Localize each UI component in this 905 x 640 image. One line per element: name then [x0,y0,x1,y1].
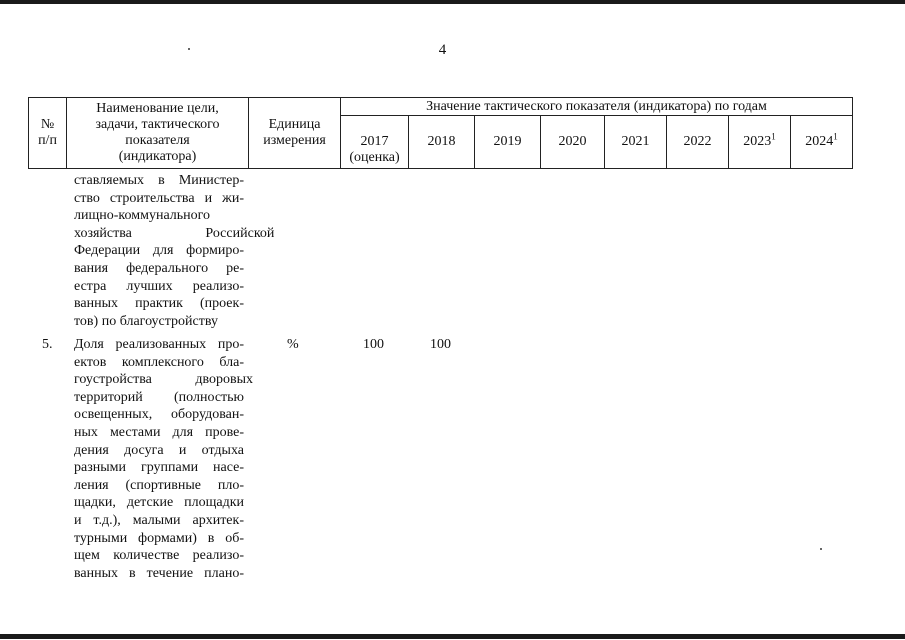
row-5-value-2018: 100 [430,337,451,352]
footnote-mark: 1 [833,131,838,142]
header-values-group: Значение тактического показателя (индикатора) по годам [341,98,853,116]
header-unit: Единица измерения [249,98,341,169]
header-year-2023: 2023$^1$ [729,116,791,169]
page-number: 4 [438,42,447,58]
scan-top-border [0,0,905,4]
row-5-unit: % [287,337,299,352]
header-year-2020: 2020 [541,116,605,169]
header-year-2021: 2021 [605,116,667,169]
footnote-mark: 1 [771,131,776,142]
header-year-2019: 2019 [475,116,541,169]
row-5-value-2017: 100 [363,337,384,352]
header-name: Наименование цели, задачи, тактического показателя (индикатора) [67,98,249,169]
indicator-table-header [28,97,853,169]
header-year-2017: 2017 (оценка) [341,116,409,169]
header-year-2018: 2018 [409,116,475,169]
row-5-num: 5. [42,337,53,352]
header-year-2024: 2024$^1$ [791,116,853,169]
scan-bottom-border [0,634,905,639]
row-continuation-name: ставляемых в Министер- ство строительства и жи- лищно-коммунального хозяйства Российской Федерации для формиро- вания федерального ре- естра лучших реализо- ванных практик (проек- тов) по благоустройству [74,173,275,329]
header-year-2022: 2022 [667,116,729,169]
header-num: № п/п [29,98,67,169]
row-5-name: Доля реализованных про- ектов комплексного бла- гоустройства дворовых территорий (полностью освещенных, оборудован- ных местами для прове- дения досуга и отдыха разными группами насе- ления (спортивные пло- щадки, детские площадки и т.д.), малыми архитек- турными формами) в об- щем количестве реализо- ванных в течение плано- [74,337,253,581]
scan-speck [820,548,822,550]
